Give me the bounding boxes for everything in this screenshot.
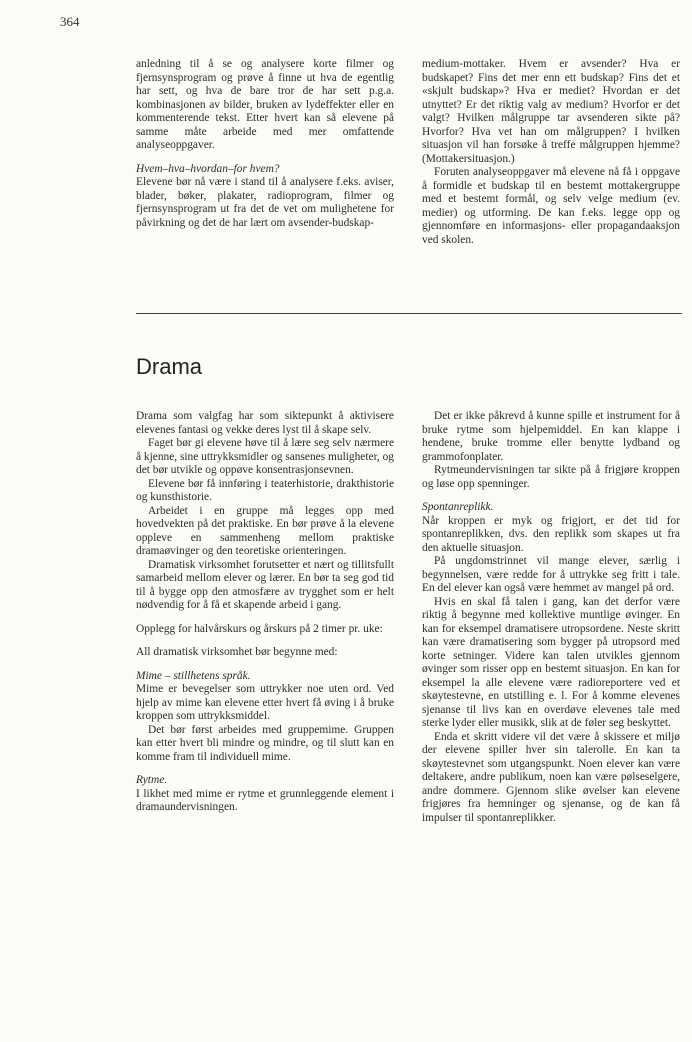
paragraph: medium-mottaker. Hvem er avsender? Hva er budskapet? Fins det mer enn ett budskap? Fins det et «skjult budskap»? Hva er mediet? Hvordan er det utnyttet? Er det riktig valg av medium? Hvorfor er det valgt? Hvilken målgruppe tar avsenderen sikte på? Hvorfor? Hva vet han om målgruppen? I hvilken situasjon vil han forsøke å treffe målgruppen hjemme? (Mottakersituasjon.): [422, 58, 680, 165]
paragraph: Elevene bør nå være i stand til å analysere f.eks. aviser, blader, bøker, plakater, radioprogram, filmer og fjernsynsprogram ut fra det de vet om mulighetene for påvirkning og det de har lært om avsender-budskap-: [136, 176, 394, 229]
paragraph: Hvis en skal få talen i gang, kan det derfor være riktig å begynne med kollektive muntlige øvinger. En kan for eksempel dramatisere utropsordene. Neste skritt kan være dramatisering som bygger på utropsord med korte setninger. Videre kan talen utvikles gjennom øvinger som risser opp en bestemt situasjon. En kan for eksempel la alle elevene være radioreportere ved et skøytestevne, en utstilling e. l. For å komme elevenes sjenanse til livs kan en overdøve elevenes tale med sterke lyder eller musikk, slik at de føler seg beskyttet.: [422, 595, 680, 729]
paragraph: I likhet med mime er rytme et grunnleggende element i dramaundervisningen.: [136, 787, 394, 813]
top-left-column: [136, 58, 394, 230]
subheading: Rytme.: [136, 774, 168, 786]
paragraph: Rytmeundervisningen tar sikte på å frigjøre kroppen og løse opp spenninger.: [422, 464, 680, 490]
paragraph: Det bør først arbeides med gruppemime. Gruppen kan etter hvert bli mindre og mindre, og til slutt kan en komme fram til individuell mime.: [136, 723, 394, 763]
paragraph: Det er ikke påkrevd å kunne spille et instrument for å bruke rytme som hjelpemiddel. En kan klappe i hendene, bruke tromme eller benytte lydband og grammofonplater.: [422, 410, 680, 463]
paragraph: Enda et skritt videre vil det være å skissere et miljø der elevene spiller hver sin talerolle. En kan ta skøytestevnet som utgangspunkt. Noen elever kan være deltakere, andre publikum, noen kan være pølseselgere, andre dommere. Gjennom slike øvelser kan elevene frigjøres fra hemninger og sjenanse, og de kan få impulser til spontanreplikker.: [422, 730, 680, 824]
subheading: Mime – stillhetens språk.: [136, 669, 251, 682]
section-title: Drama: [136, 354, 203, 379]
page-number: 364: [60, 14, 80, 29]
paragraph: Dramatisk virksomhet forutsetter et nært og tillitsfullt samarbeid mellom elever og lærer. En bør ta seg god tid til å bygge opp den atmosfære av trygghet som er helt nødvendig for å få et skapende arbeid i gang.: [136, 558, 394, 611]
paragraph: anledning til å se og analysere korte filmer og fjernsynsprogram og prøve å finne ut hva de egentlig har sett, og hva de bare tror de har sett p.g.a. kombinasjonen av bilder, bruken av lydeffekter eller en kommenterende tekst. Etter hvert kan så elevene på samme måte arbeide med mer omfattende analyseoppgaver.: [136, 58, 394, 151]
section-divider: [136, 313, 682, 314]
paragraph: Elevene bør få innføring i teaterhistorie, drakthistorie og kunsthistorie.: [136, 477, 394, 503]
paragraph: Mime er bevegelser som uttrykker noe uten ord. Ved hjelp av mime kan elevene etter hvert få øving i å bruke kroppen som uttrykksmiddel.: [136, 683, 394, 722]
subheading: Spontanreplikk.: [422, 501, 494, 513]
bottom-right-column: [422, 410, 680, 825]
subheading: Hvem–hva–hvordan–for hvem?: [136, 162, 280, 175]
paragraph: Arbeidet i en gruppe må legges opp med hovedvekten på det praktiske. En bør prøve å la elevene oppleve en sammenheng mellom praktiske dramaøvinger og den teoretiske orienteringen.: [136, 504, 394, 557]
top-right-column: [422, 58, 680, 247]
paragraph: På ungdomstrinnet vil mange elever, særlig i begynnelsen, være redde for å uttrykke seg fritt i tale. En del elever kan også være hemmet av mangel på ord.: [422, 555, 680, 594]
paragraph: Opplegg for halvårskurs og årskurs på 2 timer pr. uke:: [136, 622, 383, 635]
bottom-left-column: [136, 410, 394, 815]
paragraph: Foruten analyseoppgaver må elevene nå få i oppgave å formidle et budskap til en bestemt mottakergruppe med et bestemt formål, og selv velge medium (ev. medier) og utforming. De kan f.eks. legge opp og gjennomføre en informasjons- eller propagandaaksjon ved skolen.: [422, 166, 680, 246]
paragraph: Drama som valgfag har som siktepunkt å aktivisere elevenes fantasi og vekke deres lyst til å skape selv.: [136, 410, 394, 436]
paragraph: Når kroppen er myk og frigjort, er det tid for spontanreplikken, dvs. den replikk som skapes ut fra den aktuelle situasjon.: [422, 514, 680, 554]
paragraph: All dramatisk virksomhet bør begynne med:: [136, 646, 338, 658]
paragraph: Faget bør gi elevene høve til å lære seg selv nærmere å kjenne, sine uttrykksmidler og sansenes muligheter, og det bør utvikle og oppøve konsentrasjonsevnen.: [136, 437, 394, 476]
